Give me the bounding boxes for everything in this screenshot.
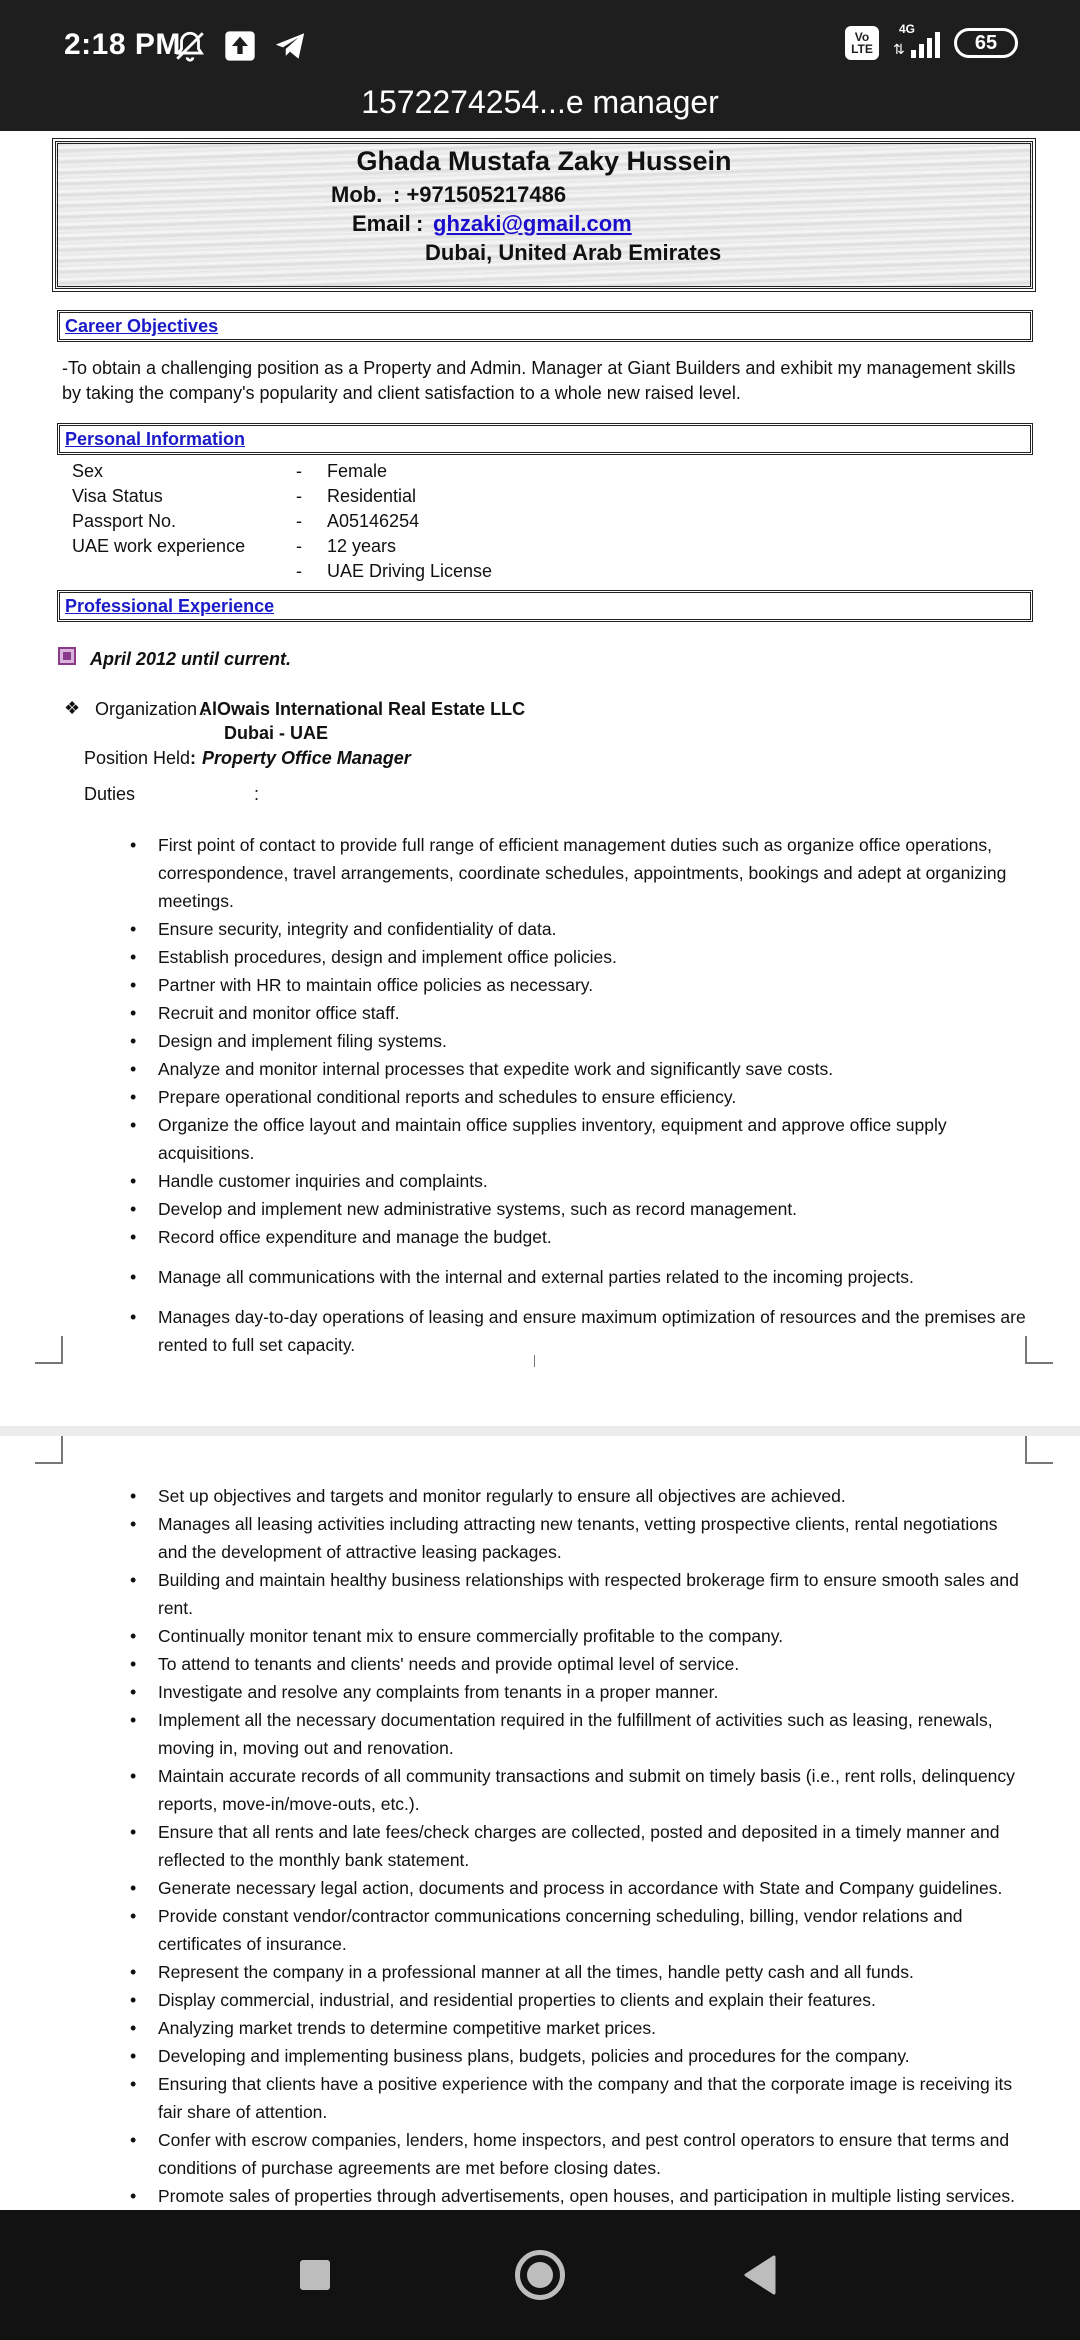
data-arrows-icon: ⇅	[893, 42, 905, 58]
document-page-1[interactable]	[0, 131, 1080, 1426]
position-sep: :	[190, 748, 196, 768]
experience-period: April 2012 until current.	[90, 649, 292, 669]
email-link[interactable]: ghzaki@gmail.com	[433, 211, 632, 236]
organization-label: Organization :	[95, 699, 208, 719]
status-time: 2:18 PM	[64, 28, 181, 61]
personal-key: Sex	[72, 461, 104, 481]
duty-item: • Recruit and monitor office staff.	[130, 999, 1030, 1027]
section-career-objectives	[57, 310, 1033, 342]
duty-item: • Set up objectives and targets and monitor regularly to ensure all objectives are achieved.	[130, 1482, 1030, 1510]
duty-item: • To attend to tenants and clients' needs and provide optimal level of service.	[130, 1650, 1030, 1678]
section-title: Professional Experience	[65, 596, 275, 616]
volte-label-bottom: LTE	[851, 42, 873, 56]
personal-sep: -	[296, 511, 302, 531]
cursor-mark	[534, 1355, 535, 1367]
duty-item: • Building and maintain healthy business relationships with respected brokerage firm to ensure smooth sales and rent.	[130, 1566, 1030, 1622]
duty-item: • Manages all leasing activities including attracting new tenants, vetting prospective clients, rental negotiations and the development of attractive leasing packages.	[130, 1510, 1030, 1566]
volte-label-top: Vo	[854, 30, 870, 44]
duty-item: • Develop and implement new administrative systems, such as record management.	[130, 1195, 1030, 1223]
duty-item: • Ensure that all rents and late fees/check charges are collected, posted and deposited in a timely manner and reflected to the monthly bank statement.	[130, 1818, 1030, 1874]
email-label: Email	[352, 211, 411, 236]
diamond-bullet-icon: ❖	[64, 698, 81, 718]
back-triangle-icon[interactable]	[725, 2240, 795, 2310]
personal-value: A05146254	[327, 511, 420, 531]
duty-item: • Analyzing market trends to determine competitive market prices.	[130, 2014, 1030, 2042]
personal-sep: -	[296, 486, 302, 506]
duty-item: • Developing and implementing business plans, budgets, policies and procedures for the company.	[130, 2042, 1030, 2070]
duty-item: • Confer with escrow companies, lenders, home inspectors, and pest control operators to ensure that terms and conditions of purchase agreements are met before closing dates.	[130, 2126, 1030, 2182]
duty-item: • Ensure security, integrity and confidentiality of data.	[130, 915, 1030, 943]
document-title: 1572274254...e manager	[361, 84, 719, 120]
duty-item: • Record office expenditure and manage the budget.	[130, 1223, 1030, 1251]
personal-value: Female	[327, 461, 388, 481]
duty-item: • Manage all communications with the internal and external parties related to the incoming projects.	[130, 1263, 1030, 1291]
duty-item: • Organize the office layout and maintain office supplies inventory, equipment and approve office supply acquisitions.	[130, 1111, 1030, 1167]
duties-sep: :	[254, 784, 260, 804]
position-label: Position Held	[84, 748, 191, 768]
page-corner-mark	[1025, 1336, 1053, 1364]
duty-item: • Manages day-to-day operations of leasing and ensure maximum optimization of resources and the premises are rented to full set capacity.	[130, 1303, 1030, 1359]
upload-icon	[222, 28, 258, 64]
bell-off-icon	[172, 28, 208, 64]
personal-sep: -	[296, 561, 302, 581]
document-page-2[interactable]	[0, 1436, 1080, 2210]
duties-list-page-1	[130, 831, 1030, 1359]
page-gap	[0, 1426, 1080, 1436]
status-right-group	[845, 22, 1018, 60]
recents-square-icon[interactable]	[280, 2240, 350, 2310]
personal-sep: -	[296, 461, 302, 481]
personal-key: UAE work experience	[72, 536, 246, 556]
mobile-value: : +971505217486	[393, 182, 567, 207]
email-colon: :	[416, 211, 424, 236]
duty-item: • Investigate and resolve any complaints from tenants in a proper manner.	[130, 1678, 1030, 1706]
navigation-bar	[0, 2210, 1080, 2340]
section-personal-information	[57, 423, 1033, 455]
status-and-title-bar	[0, 0, 1080, 131]
duty-item: • Establish procedures, design and implement office policies.	[130, 943, 1030, 971]
resume-location: Dubai, United Arab Emirates	[425, 240, 722, 265]
resume-header	[55, 141, 1033, 289]
duty-item: • Implement all the necessary documentation required in the fulfillment of activities such as leasing, renewals, moving in, moving out and renovation.	[130, 1706, 1030, 1762]
career-objective-text: -To obtain a challenging position as a Property and Admin. Manager at Giant Builders and exhibit my management skills by taking the company's popularity and client satisfaction to a whole new raised level.	[62, 358, 1016, 403]
personal-value: UAE Driving License	[327, 561, 493, 581]
page-corner-mark	[35, 1436, 63, 1464]
duty-item: • Analyze and monitor internal processes that expedite work and significantly save costs.	[130, 1055, 1030, 1083]
personal-sep: -	[296, 536, 302, 556]
mobile-label: Mob.	[331, 182, 383, 207]
duty-item: • Continually monitor tenant mix to ensure commercially profitable to the company.	[130, 1622, 1030, 1650]
home-circle-icon[interactable]	[505, 2240, 575, 2310]
period-bullet-icon	[58, 647, 76, 665]
personal-key: Passport No.	[72, 511, 177, 531]
duty-item: • Maintain accurate records of all community transactions and submit on timely basis (i.e., rent rolls, delinquency reports, move-in/move-outs, etc.).	[130, 1762, 1030, 1818]
duty-item: • Provide constant vendor/contractor communications concerning scheduling, billing, vendor relations and certificates of insurance.	[130, 1902, 1030, 1958]
duty-item: • First point of contact to provide full range of efficient management duties such as organize office operations, correspondence, travel arrangements, coordinate schedules, appointments, bookings and adept at organizing meetings.	[130, 831, 1030, 915]
volte-icon	[845, 26, 879, 60]
battery-icon	[954, 28, 1018, 58]
duty-item: • Partner with HR to maintain office policies as necessary.	[130, 971, 1030, 999]
duties-label: Duties	[84, 784, 136, 804]
page-corner-mark	[1025, 1436, 1053, 1464]
resume-name: Ghada Mustafa Zaky Hussein	[356, 146, 732, 176]
duty-item: • Promote sales of properties through advertisements, open houses, and participation in multiple listing services.	[130, 2182, 1030, 2210]
telegram-icon	[272, 28, 308, 64]
page-corner-mark	[35, 1336, 63, 1364]
network-type: 4G	[899, 22, 916, 36]
battery-level: 65	[974, 31, 998, 54]
position-value: Property Office Manager	[202, 748, 411, 768]
duty-item: • Handle customer inquiries and complaints.	[130, 1167, 1030, 1195]
personal-value: 12 years	[327, 536, 397, 556]
organization-value: AlOwais International Real Estate LLC	[199, 699, 526, 719]
duty-item: • Display commercial, industrial, and residential properties to clients and explain their features.	[130, 1986, 1030, 2014]
duty-item: • Generate necessary legal action, documents and process in accordance with State and Company guidelines.	[130, 1874, 1030, 1902]
signal-icon	[893, 22, 940, 58]
section-title: Career Objectives	[65, 316, 219, 336]
personal-key: Visa Status	[72, 486, 163, 506]
personal-value: Residential	[327, 486, 417, 506]
duty-item: • Prepare operational conditional reports and schedules to ensure efficiency.	[130, 1083, 1030, 1111]
duty-item: • Ensuring that clients have a positive experience with the company and that the corporate image is receiving its fair share of attention.	[130, 2070, 1030, 2126]
duty-item: • Design and implement filing systems.	[130, 1027, 1030, 1055]
duties-list-page-2	[130, 1482, 1030, 2210]
section-professional-experience	[57, 590, 1033, 622]
section-title: Personal Information	[65, 429, 246, 449]
duty-item: • Represent the company in a professional manner at all the times, handle petty cash and all funds.	[130, 1958, 1030, 1986]
organization-location: Dubai - UAE	[224, 723, 329, 743]
